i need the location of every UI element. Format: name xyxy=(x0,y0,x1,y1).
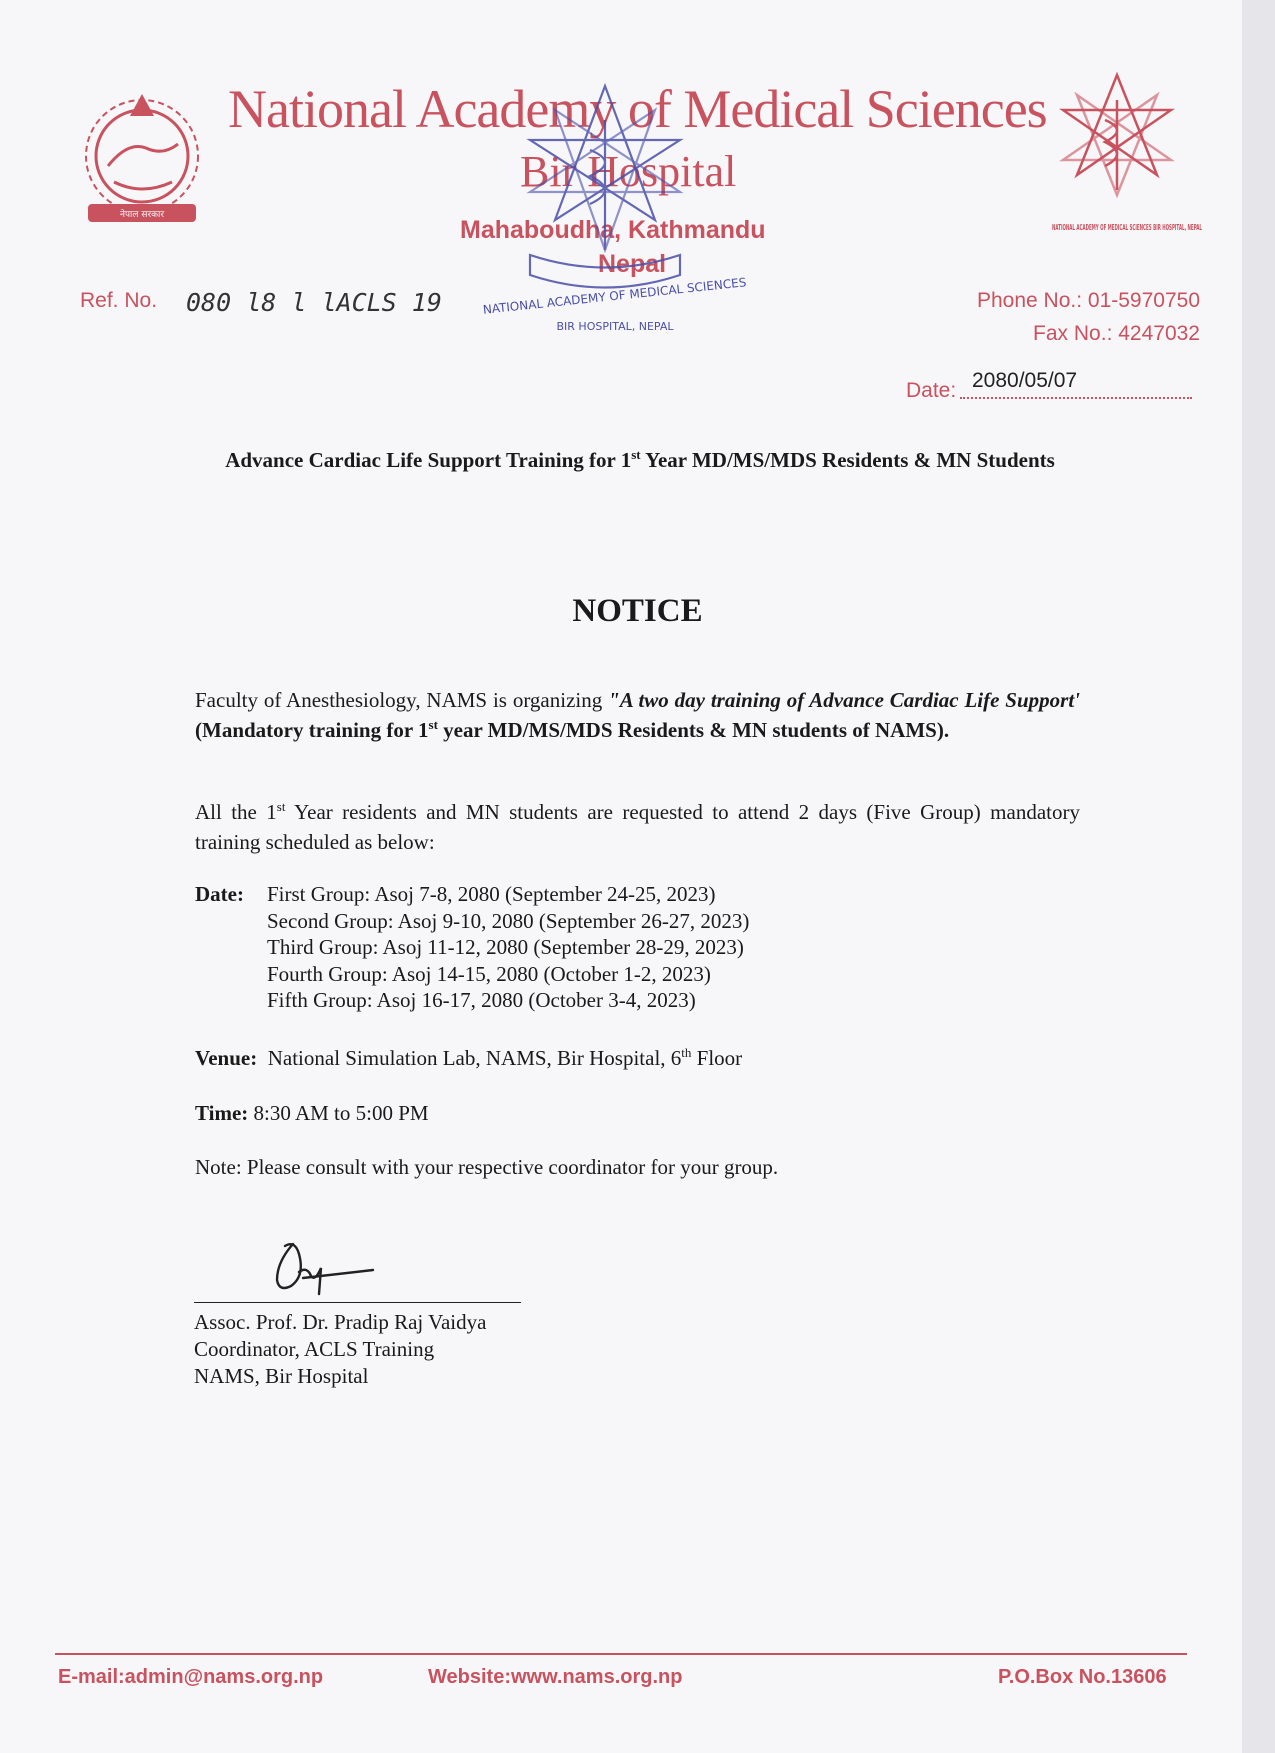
intro-mandatory-cont: year MD/MS/MDS Residents & MN students of NAMS). xyxy=(437,718,950,742)
institution-country: Nepal xyxy=(598,250,667,278)
schedule-label: Date: xyxy=(195,882,244,906)
signatory-name: Assoc. Prof. Dr. Pradip Raj Vaidya xyxy=(194,1310,487,1334)
schedule-group: First Group: Asoj 7-8, 2080 (September 24-25, 2023) xyxy=(267,882,716,906)
date-label: Date: xyxy=(906,379,957,402)
intro-text: Faculty of Anesthesiology, NAMS is organizing xyxy=(195,688,609,712)
footer-rule xyxy=(55,1653,1187,1655)
ref-label: Ref. No. xyxy=(80,289,158,312)
time-value: 8:30 AM to 5:00 PM xyxy=(253,1101,429,1125)
schedule-group: Third Group: Asoj 11-12, 2080 (September 28-29, 2023) xyxy=(267,935,744,959)
request-text: All the 1 xyxy=(195,800,277,824)
stamp-text-2: BIR HOSPITAL, NEPAL xyxy=(556,320,674,333)
ref-number: 080 l8 l lACLS 19 xyxy=(186,288,442,317)
schedule-group: Fifth Group: Asoj 16-17, 2080 (October 3-4, 2023) xyxy=(267,988,696,1012)
fax-number: Fax No.: 4247032 xyxy=(1033,322,1200,345)
nams-logo-caption: NATIONAL ACADEMY OF MEDICAL SCIENCES BIR HOSPITAL, NEPAL xyxy=(1052,223,1203,232)
time-line xyxy=(195,1101,429,1126)
footer-website: Website:www.nams.org.np xyxy=(428,1666,683,1688)
intro-training-title: "A two day training of Advance Cardiac Life Support' xyxy=(608,688,1081,712)
schedule-block xyxy=(195,881,749,1014)
stamp-text-1: NATIONAL ACADEMY OF MEDICAL SCIENCES xyxy=(482,275,747,317)
signatory-role: Coordinator, ACLS Training xyxy=(194,1337,435,1361)
request-text-cont: Year residents and MN students are requested to attend 2 days (Five Group) mandatory training scheduled as below: xyxy=(195,800,1080,854)
schedule-group: Second Group: Asoj 9-10, 2080 (September 26-27, 2023) xyxy=(267,908,750,933)
signature-line xyxy=(194,1302,521,1303)
emblem-caption: नेपाल सरकार xyxy=(119,210,165,220)
footer-pobox: P.O.Box No.13606 xyxy=(998,1666,1167,1688)
date-value: 2080/05/07 xyxy=(972,369,1078,392)
institution-location: Mahaboudha, Kathmandu xyxy=(460,216,766,244)
schedule-list xyxy=(267,881,749,1014)
venue-label: Venue: xyxy=(195,1046,258,1070)
nams-logo-icon xyxy=(1045,70,1210,255)
time-label: Time: xyxy=(195,1101,249,1125)
phone-number: Phone No.: 01-5970750 xyxy=(976,289,1200,312)
signatory-block xyxy=(194,1309,486,1390)
official-stamp xyxy=(470,80,760,350)
intro-mandatory: (Mandatory training for 1 xyxy=(195,718,429,742)
venue-text: National Simulation Lab, NAMS, Bir Hospital, 6 xyxy=(267,1046,682,1070)
signatory-org: NAMS, Bir Hospital xyxy=(194,1364,369,1388)
venue-line xyxy=(195,1046,742,1071)
subject-heading xyxy=(160,445,1120,476)
footer-email: E-mail:admin@nams.org.np xyxy=(58,1666,324,1688)
note-line: Note: Please consult with your respective coordinator for your group. xyxy=(195,1155,779,1179)
notice-title: NOTICE xyxy=(572,593,703,629)
institution-subtitle: Bir Hospital xyxy=(520,147,737,196)
nepal-emblem-icon xyxy=(68,86,216,234)
institution-title: National Academy of Medical Sciences xyxy=(228,79,1047,139)
schedule-group: Fourth Group: Asoj 14-15, 2080 (October 1-2, 2023) xyxy=(267,961,711,986)
subject-sup: st xyxy=(631,447,641,462)
intro-paragraph xyxy=(195,685,1080,745)
subject-text-cont: Year MD/MS/MDS Residents & MN Students xyxy=(640,448,1055,472)
intro-sup: st xyxy=(428,717,438,732)
venue-text-cont: Floor xyxy=(691,1046,743,1070)
request-sup: st xyxy=(276,799,286,814)
signature-icon xyxy=(255,1232,380,1304)
venue-sup: th xyxy=(681,1045,692,1060)
subject-text: Advance Cardiac Life Support Training for 1 xyxy=(225,448,632,472)
scan-edge xyxy=(1242,0,1275,1753)
request-paragraph xyxy=(195,797,1080,857)
